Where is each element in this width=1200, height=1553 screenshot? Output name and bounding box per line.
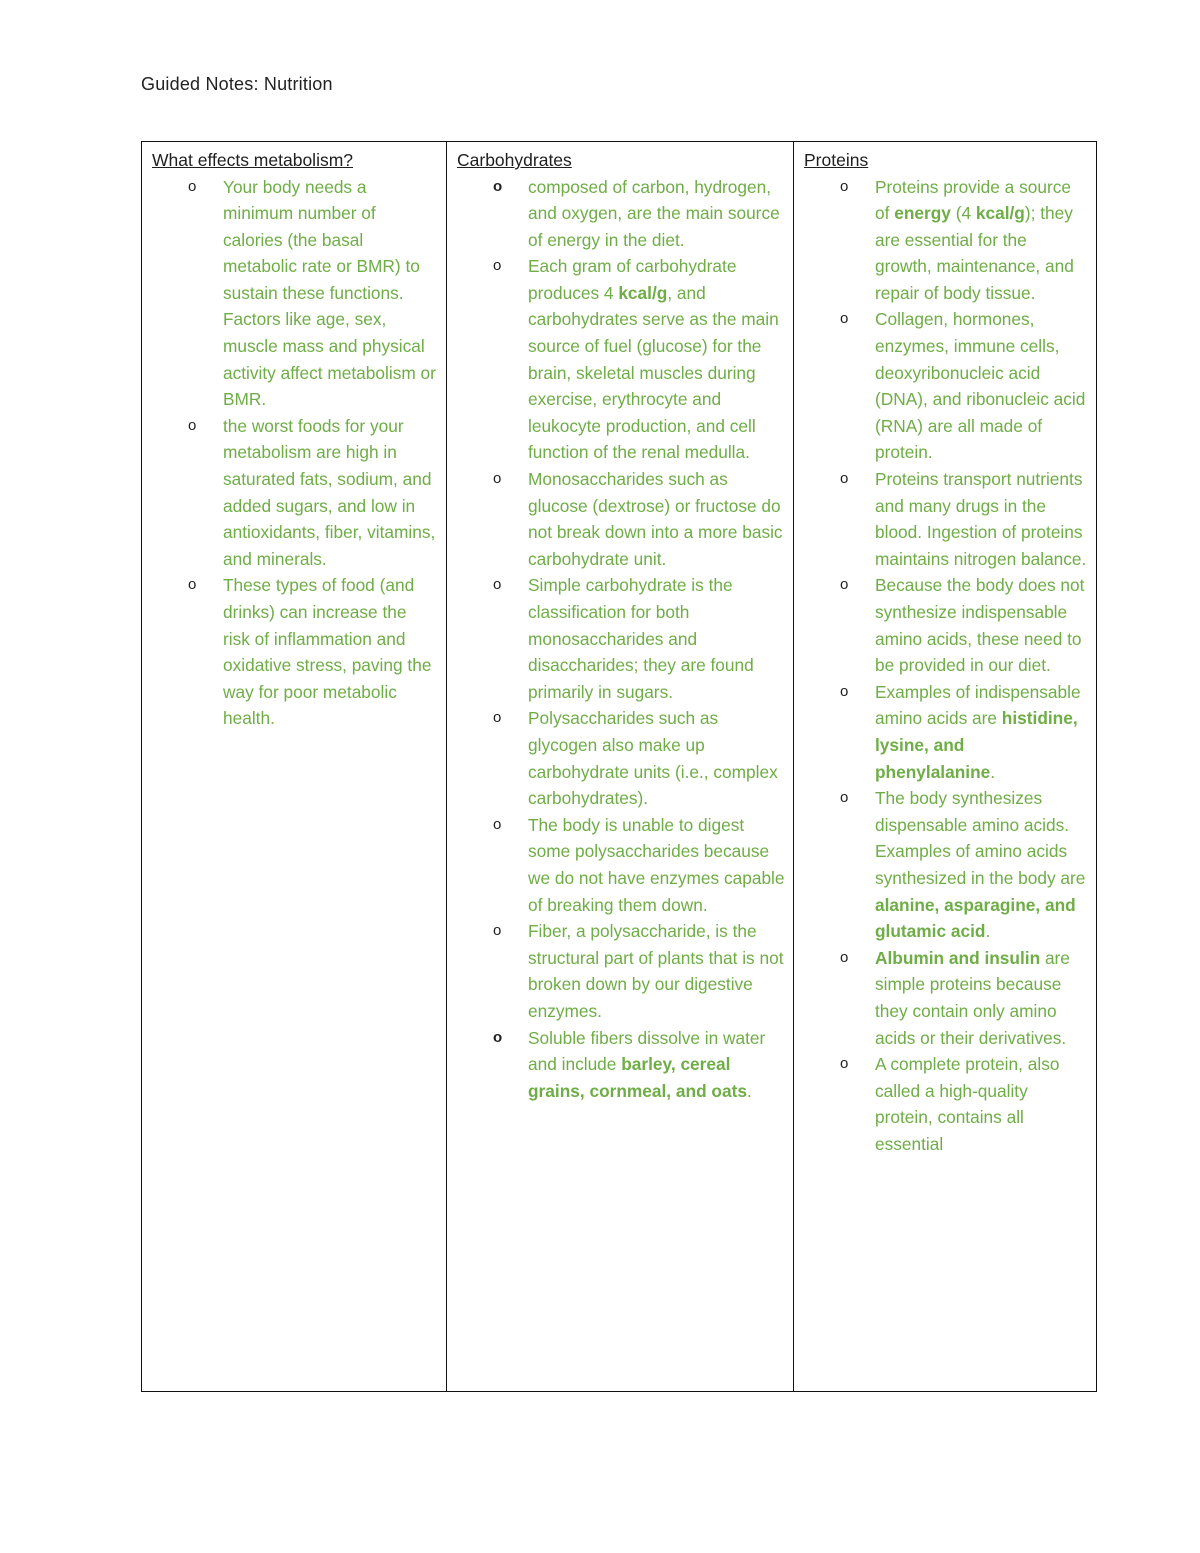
item-text: (4 — [950, 203, 976, 224]
proteins-column — [794, 142, 1097, 1392]
bullet-marker: o — [493, 177, 503, 195]
item-bold-text: kcal/g — [975, 203, 1025, 224]
bullet-marker: o — [493, 257, 502, 275]
carbohydrates-column — [447, 142, 794, 1392]
list-item — [152, 413, 438, 573]
item-text: Because the body does not synthesize indispensable amino acids, these need to be provided in our diet. — [875, 575, 1085, 676]
list-item — [457, 174, 785, 254]
list-item — [152, 174, 438, 413]
bullet-marker: o — [493, 709, 502, 727]
item-text: Proteins transport nutrients and many drugs in the blood. Ingestion of proteins maintains nitrogen balance. — [875, 469, 1087, 569]
page-title: Guided Notes: Nutrition — [141, 74, 333, 94]
bullet-marker: o — [188, 576, 197, 594]
item-text: Collagen, hormones, enzymes, immune cells, deoxyribonucleic acid (DNA), and ribonucleic acid (RNA) are all made of protein. — [875, 309, 1086, 463]
item-bold-text: energy — [894, 203, 951, 224]
item-text: Simple carbohydrate is the classification for both monosaccharides and disaccharides; they are found primarily in sugars. — [528, 575, 754, 702]
column-heading-proteins: Proteins — [804, 150, 869, 170]
list-item — [457, 918, 785, 1024]
bullet-marker: o — [188, 416, 197, 434]
item-text: Proteins provide a source of — [875, 176, 1071, 224]
carbohydrates-list — [457, 174, 785, 1105]
list-item — [457, 572, 785, 705]
metabolism-list — [152, 174, 438, 732]
item-text: The body is unable to digest some polysaccharides because we do not have enzymes capable of breaking them down. — [528, 814, 785, 915]
item-text: , and carbohydrates serve as the main source of fuel (glucose) for the brain, skeletal muscles during exercise, erythrocyte and leukocyte production, and cell function of the renal medulla. — [528, 282, 779, 463]
item-bold-text: barley, cereal grains, cornmeal, and oats — [528, 1054, 747, 1101]
item-text: These types of food (and drinks) can increase the risk of inflammation and oxidative stress, paving the way for poor metabolic health. — [223, 575, 432, 729]
bullet-marker: o — [840, 177, 849, 195]
item-text: are simple proteins because they contain only amino acids or their derivatives. — [875, 947, 1070, 1048]
item-text: composed of carbon, hydrogen, and oxygen, are the main source of energy in the diet. — [528, 176, 780, 250]
list-item — [457, 466, 785, 572]
bullet-marker: o — [188, 177, 197, 195]
item-bold-text: alanine, asparagine, and glutamic acid — [875, 894, 1076, 942]
list-item — [804, 785, 1088, 945]
bullet-marker: o — [493, 470, 502, 488]
list-item — [804, 174, 1088, 307]
item-bold-text: kcal/g — [618, 282, 668, 303]
list-item — [804, 572, 1088, 678]
item-text: Each gram of carbohydrate produces 4 — [528, 256, 737, 303]
list-item — [457, 705, 785, 811]
item-text: the worst foods for your metabolism are high in saturated fats, sodium, and added sugars, and low in antioxidants, fiber, vitamins, and minerals. — [223, 415, 436, 569]
item-text: Fiber, a polysaccharide, is the structural part of plants that is not broken down by our digestive enzymes. — [528, 921, 784, 1021]
notes-row — [142, 142, 1097, 1392]
item-text: . — [746, 1080, 752, 1101]
bullet-marker: o — [840, 789, 849, 807]
bullet-marker: o — [493, 922, 502, 940]
notes-table — [141, 141, 1097, 1392]
item-text: Monosaccharides such as glucose (dextrose) or fructose do not break down into a more basic carbohydrate unit. — [528, 469, 783, 569]
bullet-marker: o — [840, 576, 849, 594]
item-text: Examples of indispensable amino acids are — [875, 681, 1081, 729]
list-item — [457, 812, 785, 918]
bullet-marker: o — [493, 815, 502, 833]
bullet-marker: o — [840, 470, 849, 488]
item-text: ); they are essential for the growth, maintenance, and repair of body tissue. — [875, 203, 1074, 303]
bullet-marker: o — [840, 310, 849, 328]
list-item — [804, 306, 1088, 466]
list-item — [804, 1051, 1088, 1157]
item-text: . — [985, 921, 991, 942]
item-text: Your body needs a minimum number of calories (the basal metabolic rate or BMR) to sustain these functions. Factors like age, sex, muscle mass and physical activity affect metabolism or BMR. — [223, 176, 436, 410]
bullet-marker: o — [840, 948, 849, 966]
list-item — [804, 466, 1088, 572]
bullet-marker: o — [840, 1055, 849, 1073]
metabolism-column — [142, 142, 447, 1392]
item-text: Polysaccharides such as glycogen also make up carbohydrate units (i.e., complex carbohydrates). — [528, 708, 778, 809]
item-text: Soluble fibers dissolve in water and include — [528, 1027, 766, 1075]
bullet-marker: o — [493, 576, 502, 594]
item-text: A complete protein, also called a high-quality protein, contains all essential — [875, 1054, 1060, 1154]
list-item — [152, 572, 438, 732]
column-heading-metabolism: What effects metabolism? — [152, 150, 354, 170]
item-bold-text: Albumin and insulin — [875, 947, 1041, 968]
bullet-marker: o — [840, 682, 849, 700]
item-bold-text: histidine, lysine, and phenylalanine — [875, 708, 1078, 782]
proteins-list — [804, 174, 1088, 1158]
list-item — [457, 253, 785, 466]
list-item — [804, 679, 1088, 785]
list-item — [457, 1025, 785, 1105]
bullet-marker: o — [493, 1028, 503, 1046]
list-item — [804, 945, 1088, 1051]
item-text: The body synthesizes dispensable amino acids. Examples of amino acids synthesized in the body are — [875, 788, 1086, 888]
item-text: . — [990, 761, 996, 782]
column-heading-carbohydrates: Carbohydrates — [457, 150, 572, 170]
